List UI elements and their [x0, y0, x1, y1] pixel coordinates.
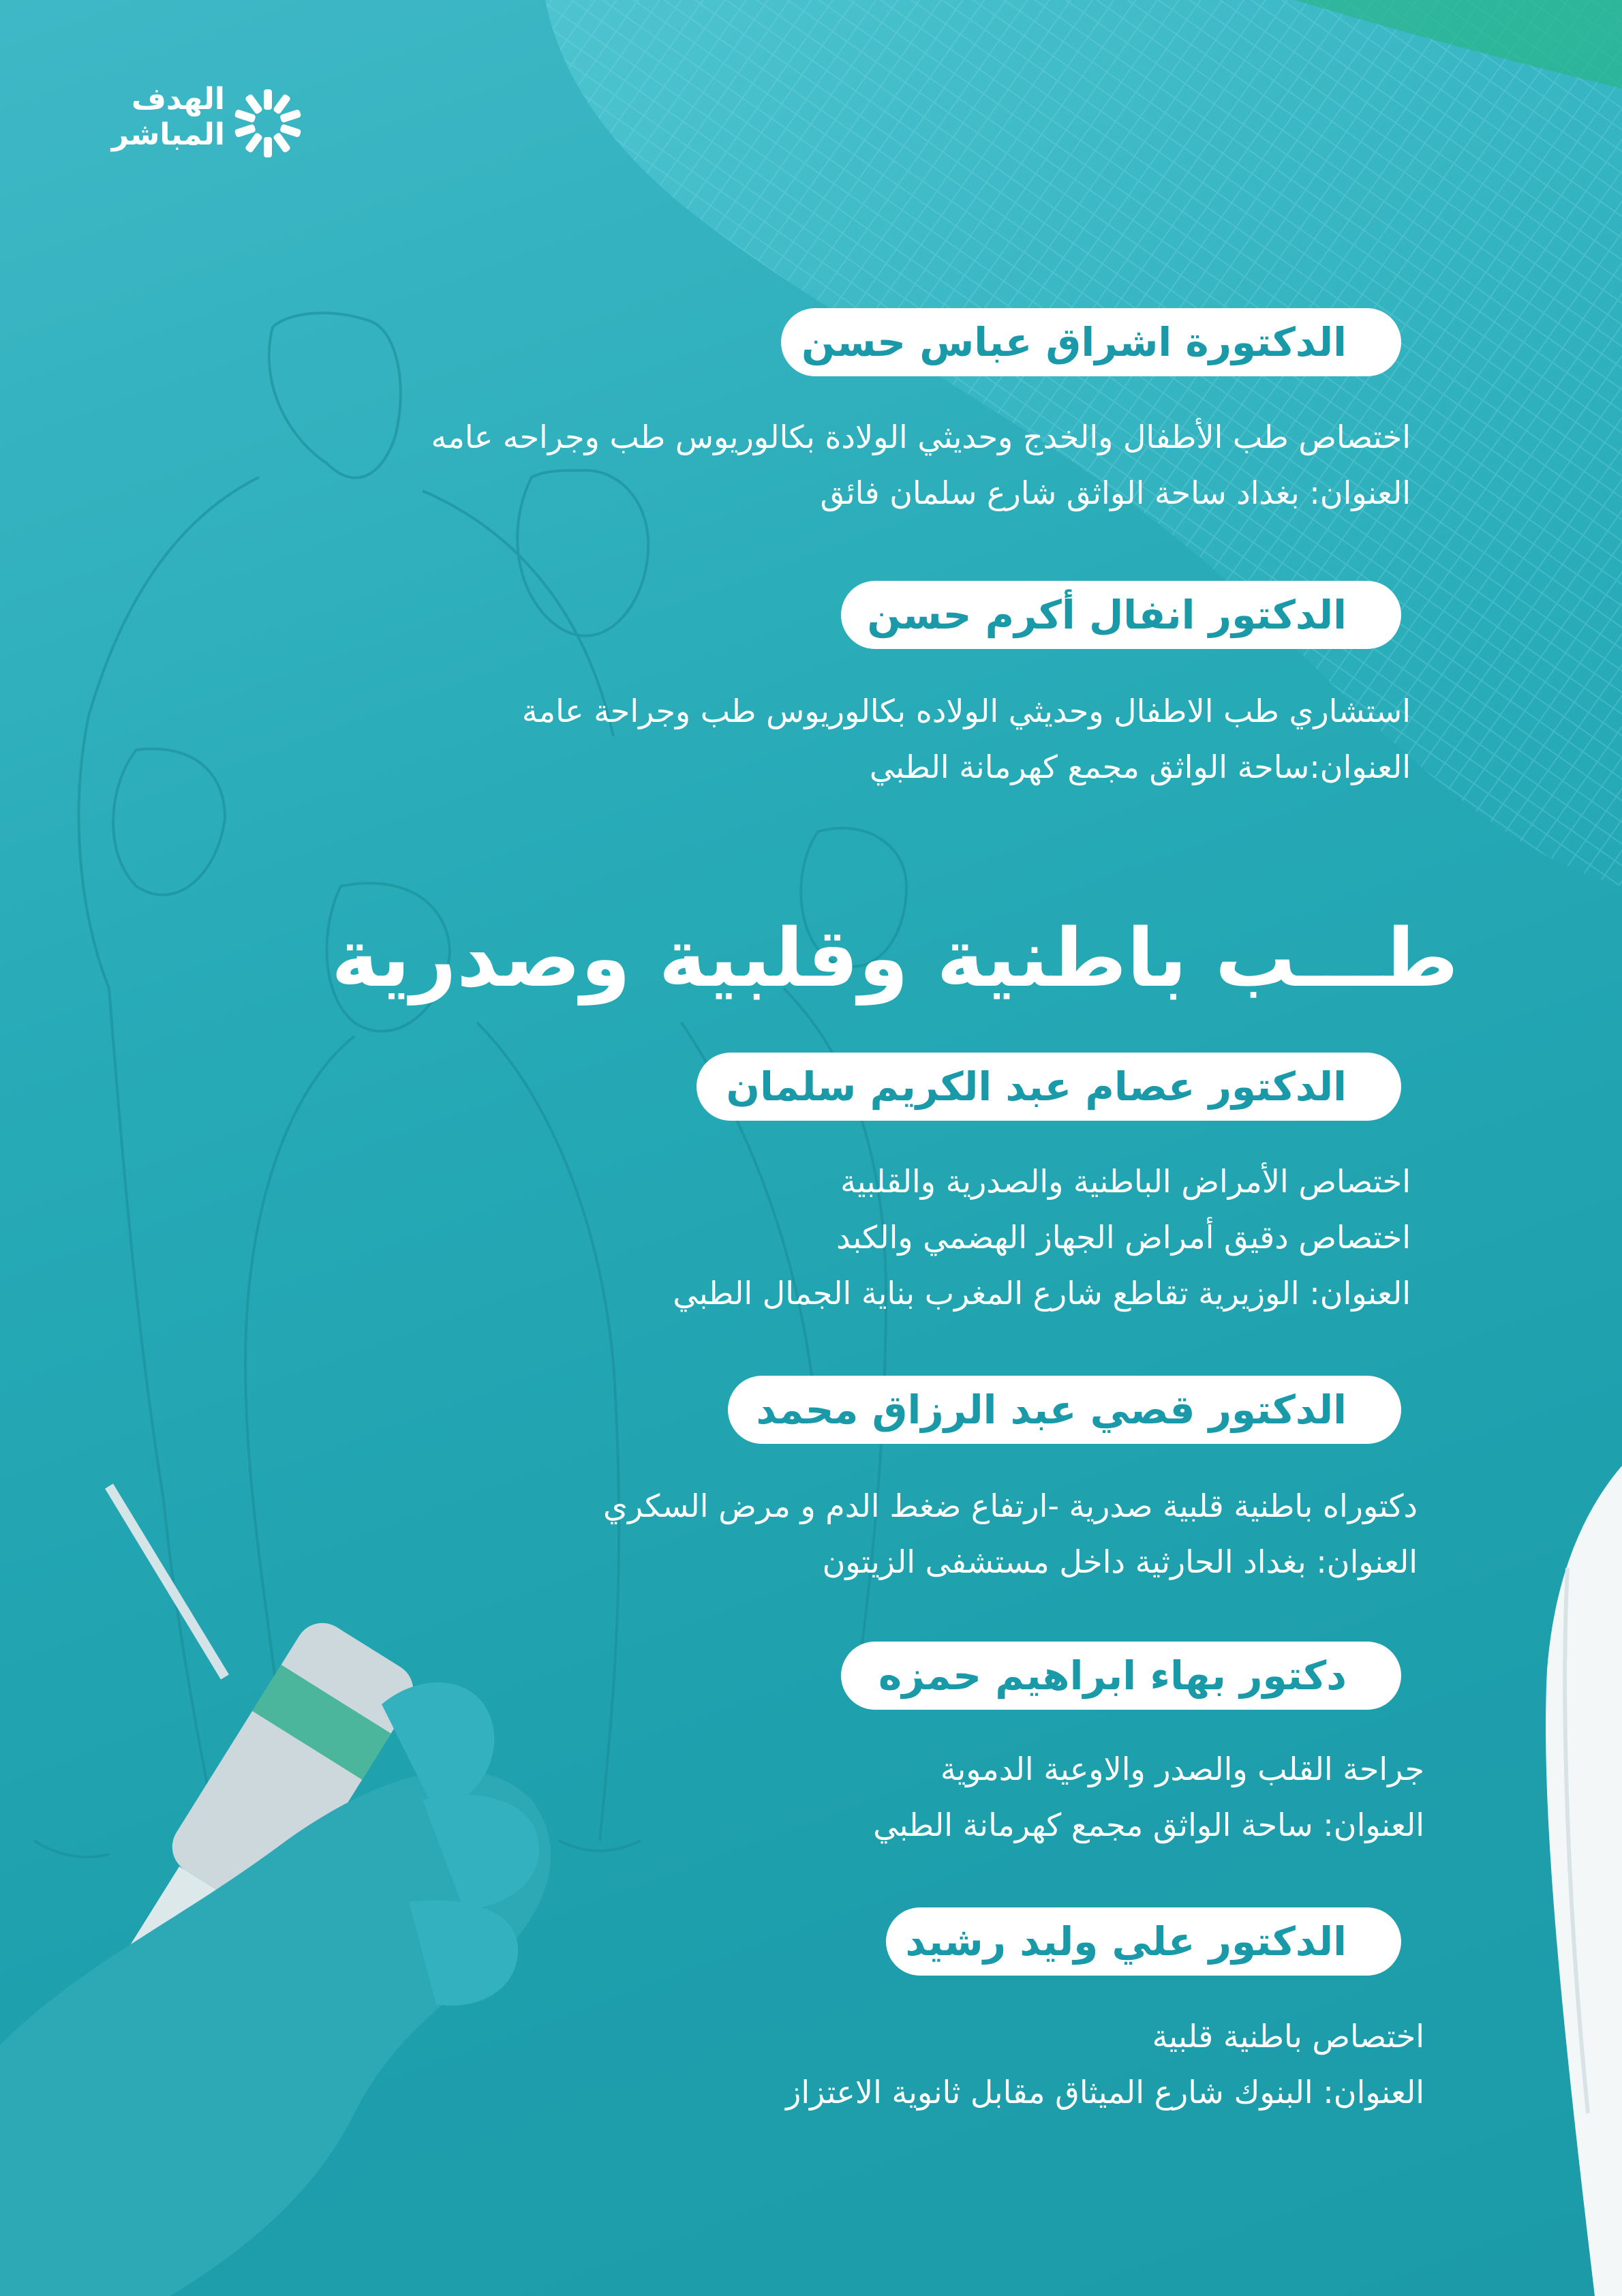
doctor-name-pill: الدكتور قصي عبد الرزاق محمد	[728, 1376, 1401, 1444]
doctor-name-pill: الدكتور انفال أكرم حسن	[841, 581, 1401, 649]
brand-line-1: الهدف	[131, 82, 225, 117]
doctor-details	[116, 683, 1411, 795]
doctor-specialty: اختصاص الأمراض الباطنية والصدرية والقلبية	[840, 1163, 1411, 1200]
doctor-details	[129, 1741, 1424, 1853]
doctor-specialty: اختصاص باطنية قلبية	[1152, 2018, 1424, 2055]
doctor-name-pill: الدكتور عصام عبد الكريم سلمان	[697, 1053, 1401, 1121]
syringe-illustration	[0, 1486, 551, 2296]
doctor-specialty: استشاري طب الاطفال وحديثي الولاده بكالوريوس طب وجراحة عامة	[521, 693, 1411, 729]
brand-name	[109, 82, 225, 153]
doctor-specialty: جراحة القلب والصدر والاوعية الدموية	[940, 1751, 1424, 1787]
doctor-address: العنوان:ساحة الواثق مجمع كهرمانة الطبي	[869, 749, 1411, 785]
doctor-details	[129, 2008, 1424, 2120]
doctor-address: العنوان: بغداد الحارثية داخل مستشفى الزيتون	[822, 1543, 1418, 1580]
doctor-name-pill: الدكتور علي وليد رشيد	[886, 1907, 1401, 1976]
doctor-name-pill: دكتور بهاء ابراهيم حمزه	[841, 1642, 1401, 1710]
doctor-details	[116, 1153, 1411, 1321]
doctor-address: العنوان: ساحة الواثق مجمع كهرمانة الطبي	[873, 1807, 1424, 1843]
doctor-details	[116, 409, 1411, 521]
doctor-address: العنوان: البنوك شارع الميثاق مقابل ثانوية الاعتزاز	[786, 2074, 1424, 2111]
doctor-address: العنوان: بغداد ساحة الواثق شارع سلمان فائق	[820, 474, 1411, 511]
doctor-coat-illustration	[1546, 1466, 1622, 2296]
brand-sunburst-icon	[230, 86, 305, 161]
doctor-subspecialty: اختصاص دقيق أمراض الجهاز الهضمي والكبد	[836, 1219, 1411, 1256]
brand-logo	[109, 82, 327, 164]
brand-line-2: المباشر	[111, 117, 225, 152]
doctor-specialty: دكتوراه باطنية قلبية صدرية -ارتفاع ضغط الدم و مرض السكري	[602, 1487, 1418, 1524]
doctor-address: العنوان: الوزيرية تقاطع شارع المغرب بناية الجمال الطبي	[673, 1275, 1411, 1312]
doctor-details	[123, 1478, 1418, 1590]
doctor-name-pill: الدكتورة اشراق عباس حسن	[781, 308, 1401, 376]
section-title: طـــب باطنية وقلبية وصدرية	[331, 911, 1458, 1005]
doctor-specialty: اختصاص طب الأطفال والخدج وحديثي الولادة بكالوريوس طب وجراحه عامه	[431, 419, 1411, 455]
